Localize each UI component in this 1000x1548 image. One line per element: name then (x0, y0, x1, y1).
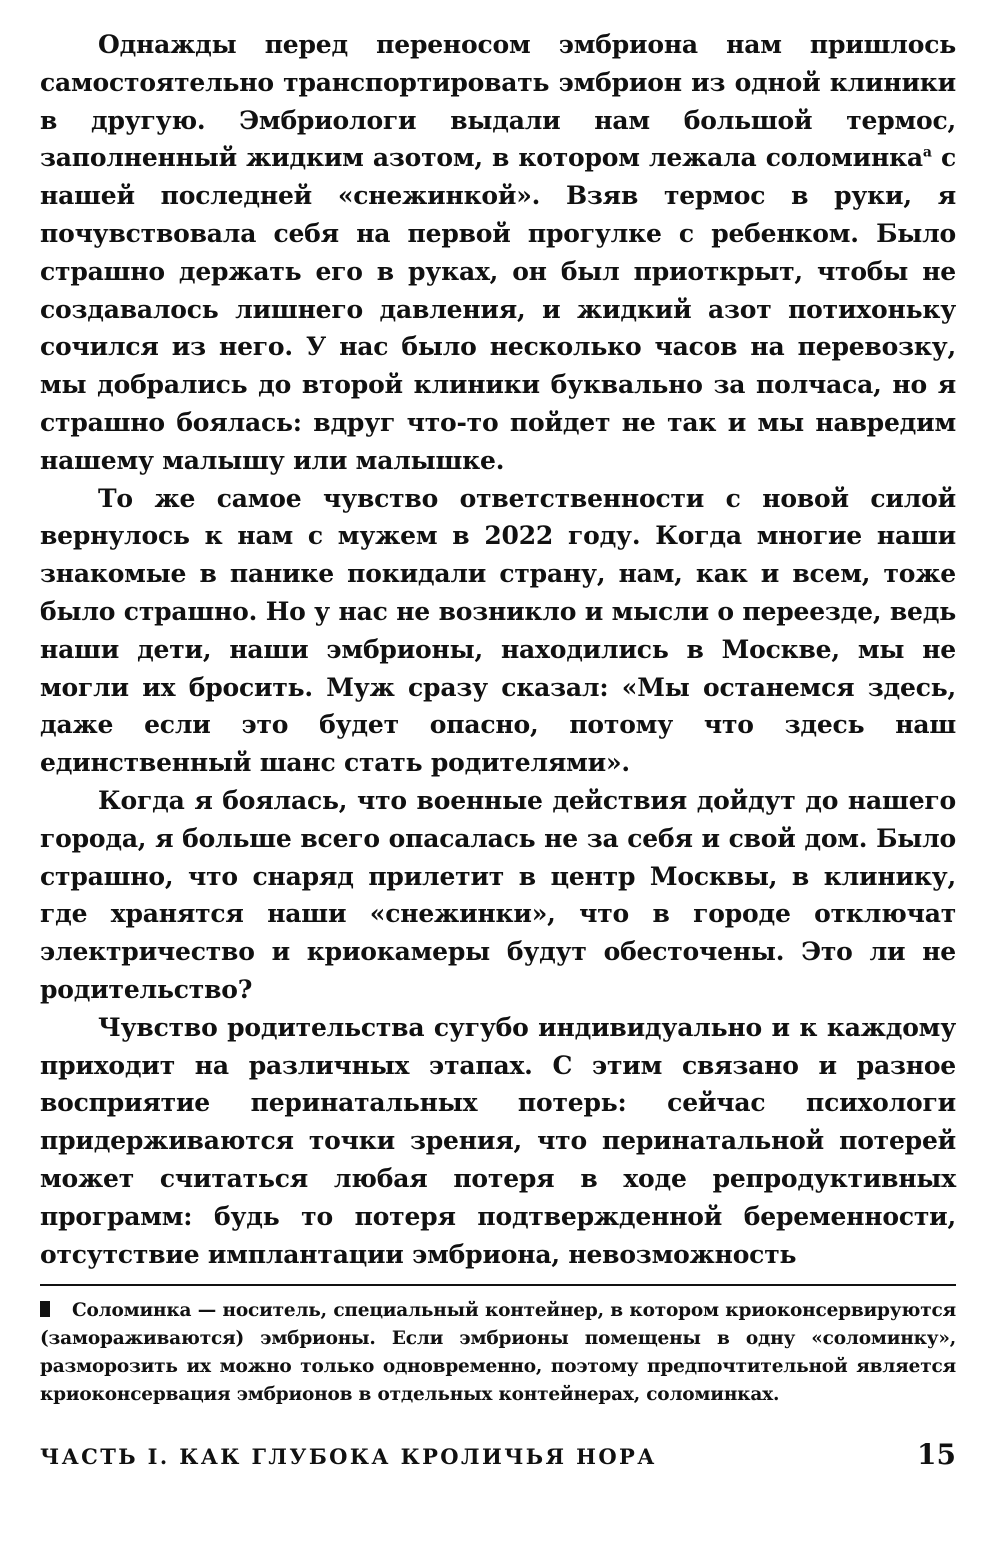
footnote (40, 1297, 956, 1409)
footnote-reference[interactable]: a (922, 145, 932, 162)
paragraph-1-text-a: Однажды перед переносом эмбриона нам пришлось самостоятельно транспортировать эмбрион из одной клиники в другую. Эмбриологи выдали нам большой термос, заполненный жидким азотом, в котором лежала соломинка (40, 30, 956, 173)
paragraph-3: Когда я боялась, что военные действия дойдут до нашего города, я больше всего опасалась не за себя и свой дом. Было страшно, что снаряд прилетит в центр Москвы, в клинику, где хранятся наши «снежинки», что в городе отключат электричество и криокамеры будут обесточены. Это ли не родительство? (40, 785, 956, 1004)
running-footer (40, 1438, 956, 1478)
footnote-text: Соломинка — носитель, специальный контейнер, в котором криоконсервируются (замораживаются) эмбрионы. Если эмбрионы помещены в одну «соломинку», разморозить их можно только одновременно, поэтому предпочтительной является криоконсервация эмбрионов в отдельных контейнерах, соломинках. (40, 1300, 956, 1405)
paragraph-2: То же самое чувство ответственности с новой силой вернулось к нам с мужем в 2022 году. Когда многие наши знакомые в панике покидали страну, нам, как и всем, тоже было страшно. Но у нас не возникло и мысли о переезде, ведь наши дети, наши эмбрионы, находились в Москве, мы не могли их бросить. Муж сразу сказал: «Мы останемся здесь, даже если это будет опасно, потому что здесь наш единственный шанс стать родителями». (40, 483, 956, 778)
paragraph-1-text-b: с нашей последней «снежинкой». Взяв термос в руки, я почувствовала себя на первой прогулке с ребенком. Было страшно держать его в руках, он был приоткрыт, чтобы не создавалось лишнего давления, и жидкий азот потихоньку сочился из него. У нас было несколько часов на перевозку, мы добрались до второй клиники буквально за полчаса, но я страшно боялась: вдруг что-то пойдет не так и мы навредим нашему малышу или малышке. (40, 143, 956, 475)
paragraph-1 (40, 26, 956, 480)
footnote-marker-icon (40, 1301, 50, 1317)
page-number: 15 (917, 1438, 956, 1471)
paragraph-4: Чувство родительства сугубо индивидуально и к каждому приходит на различных этапах. С этим связано и разное восприятие перинатальных потерь: сейчас психологи придерживаются точки зрения, что перинатальной потерей может считаться любая потеря в ходе репродуктивных программ: будь то потеря подтвержденной беременности, отсутствие имплантации эмбриона, невозможность (40, 1012, 956, 1269)
running-title: ЧАСТЬ I. КАК ГЛУБОКА КРОЛИЧЬЯ НОРА (40, 1444, 657, 1469)
main-text (40, 26, 956, 1273)
footnote-divider (40, 1284, 956, 1286)
